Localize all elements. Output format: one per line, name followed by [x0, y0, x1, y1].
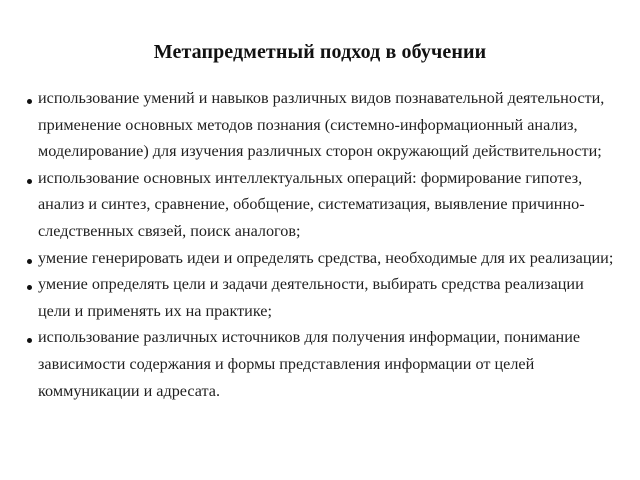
bullet-text: умение генерировать идеи и определять средства, необходимые для их реализации;	[38, 248, 614, 267]
bullet-dot-icon	[27, 179, 32, 184]
bullet-item	[28, 324, 618, 404]
bullet-text: использование различных источников для получения информации, понимание зависимости содержания и формы представления информации от целей коммуникации и адресата.	[38, 328, 581, 400]
bullet-text: умение определять цели и задачи деятельности, выбирать средства реализации цели и применять их на практике;	[38, 275, 584, 320]
bullet-text: использование основных интеллектуальных операций: формирование гипотез, анализ и синтез, сравнение, обобщение, систематизация, выявление причинно-следственных связей, поиск аналогов;	[38, 168, 585, 240]
bullet-item	[28, 271, 618, 324]
bullet-dot-icon	[27, 259, 32, 264]
bullet-dot-icon	[27, 99, 32, 104]
bullet-item	[28, 165, 618, 245]
bullet-item	[28, 85, 618, 165]
bullet-item	[28, 245, 618, 272]
bullet-dot-icon	[27, 338, 32, 343]
bullet-text: использование умений и навыков различных видов познавательной деятельности, применение основных методов познания (системно-информационный анализ, моделирование) для изучения различных сторон окружающий действительности;	[38, 89, 605, 161]
bullet-dot-icon	[27, 285, 32, 290]
slide-title: Метапредметный подход в обучении	[153, 41, 487, 63]
bullet-list	[28, 85, 618, 404]
